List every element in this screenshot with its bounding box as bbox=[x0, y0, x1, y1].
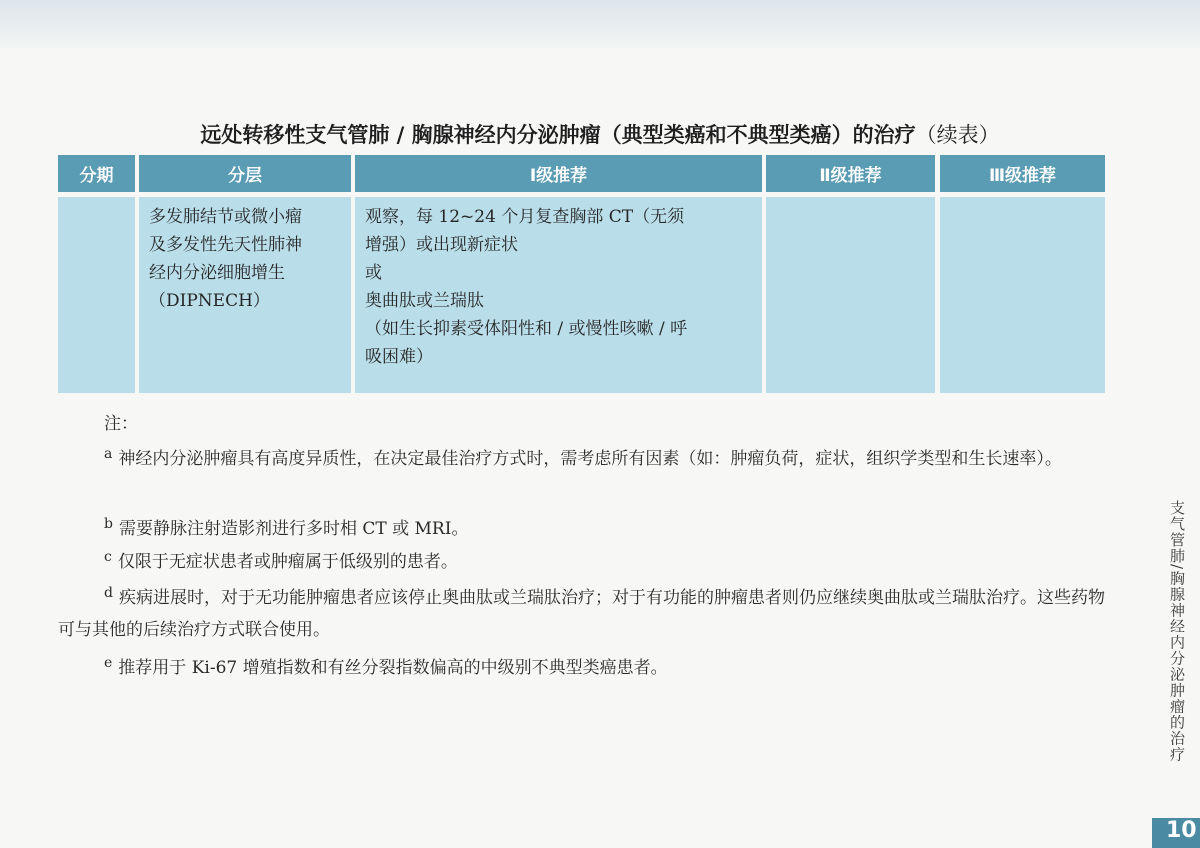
note-mark: b bbox=[104, 516, 113, 532]
cell-level3 bbox=[940, 197, 1105, 393]
header-level3: Ⅲ级推荐 bbox=[940, 155, 1105, 192]
cell-stage bbox=[58, 197, 135, 393]
note-a bbox=[58, 438, 1108, 475]
cell-level1-text: 观察，每 12~24 个月复查胸部 CT（无须 增强）或出现新症状 或 奥曲肽或兰瑞肽 （如生长抑素受体阳性和 / 或慢性咳嗽 / 呼 吸困难） bbox=[365, 207, 688, 367]
note-mark: c bbox=[104, 549, 112, 565]
note-text: 需要静脉注射造影剂进行多时相 CT 或 MRI。 bbox=[118, 519, 469, 539]
cell-level1 bbox=[355, 197, 762, 393]
cell-stratification bbox=[139, 197, 351, 393]
note-c bbox=[58, 541, 1108, 578]
note-text: 仅限于无症状患者或肿瘤属于低级别的患者。 bbox=[117, 552, 458, 572]
page-number: 10 bbox=[1152, 818, 1200, 848]
cell-level2 bbox=[766, 197, 935, 393]
header-level2: Ⅱ级推荐 bbox=[766, 155, 935, 192]
note-b bbox=[58, 508, 1108, 545]
note-mark: e bbox=[104, 655, 113, 671]
title-main: 远处转移性支气管肺 / 胸腺神经内分泌肿瘤（典型类癌和不典型类癌）的治疗 bbox=[200, 123, 916, 147]
note-mark: d bbox=[104, 585, 113, 601]
note-e bbox=[58, 647, 1108, 684]
cell-level3-text bbox=[940, 197, 1105, 203]
notes-label: 注： bbox=[104, 414, 138, 434]
note-text: 疾病进展时，对于无功能肿瘤患者应该停止奥曲肽或兰瑞肽治疗；对于有功能的肿瘤患者则仍应继续奥曲肽或兰瑞肽治疗。这些药物可与其他的后续治疗方式联合使用。 bbox=[58, 588, 1105, 640]
note-mark: a bbox=[104, 446, 113, 462]
top-band bbox=[0, 0, 1200, 48]
cell-stage-text bbox=[58, 197, 135, 203]
note-d bbox=[58, 577, 1108, 646]
table-title bbox=[0, 119, 1200, 149]
header-stratification: 分层 bbox=[139, 155, 351, 192]
cell-stratification-text: 多发肺结节或微小瘤 及多发性先天性肺神 经内分泌细胞增生 （DIPNECH） bbox=[149, 207, 302, 311]
note-text: 推荐用于 Ki-67 增殖指数和有丝分裂指数偏高的中级别不典型类癌患者。 bbox=[118, 658, 668, 678]
cell-level2-text bbox=[766, 197, 935, 203]
title-continued: （续表） bbox=[915, 123, 1000, 147]
header-stage: 分期 bbox=[58, 155, 135, 192]
header-level1: Ⅰ级推荐 bbox=[355, 155, 762, 192]
note-text: 神经内分泌肿瘤具有高度异质性，在决定最佳治疗方式时，需考虑所有因素（如：肿瘤负荷，症状，组织学类型和生长速率）。 bbox=[118, 449, 1062, 469]
side-chapter-label: 支气管肺/胸腺神经内分泌肿瘤的治疗 bbox=[1168, 500, 1186, 763]
